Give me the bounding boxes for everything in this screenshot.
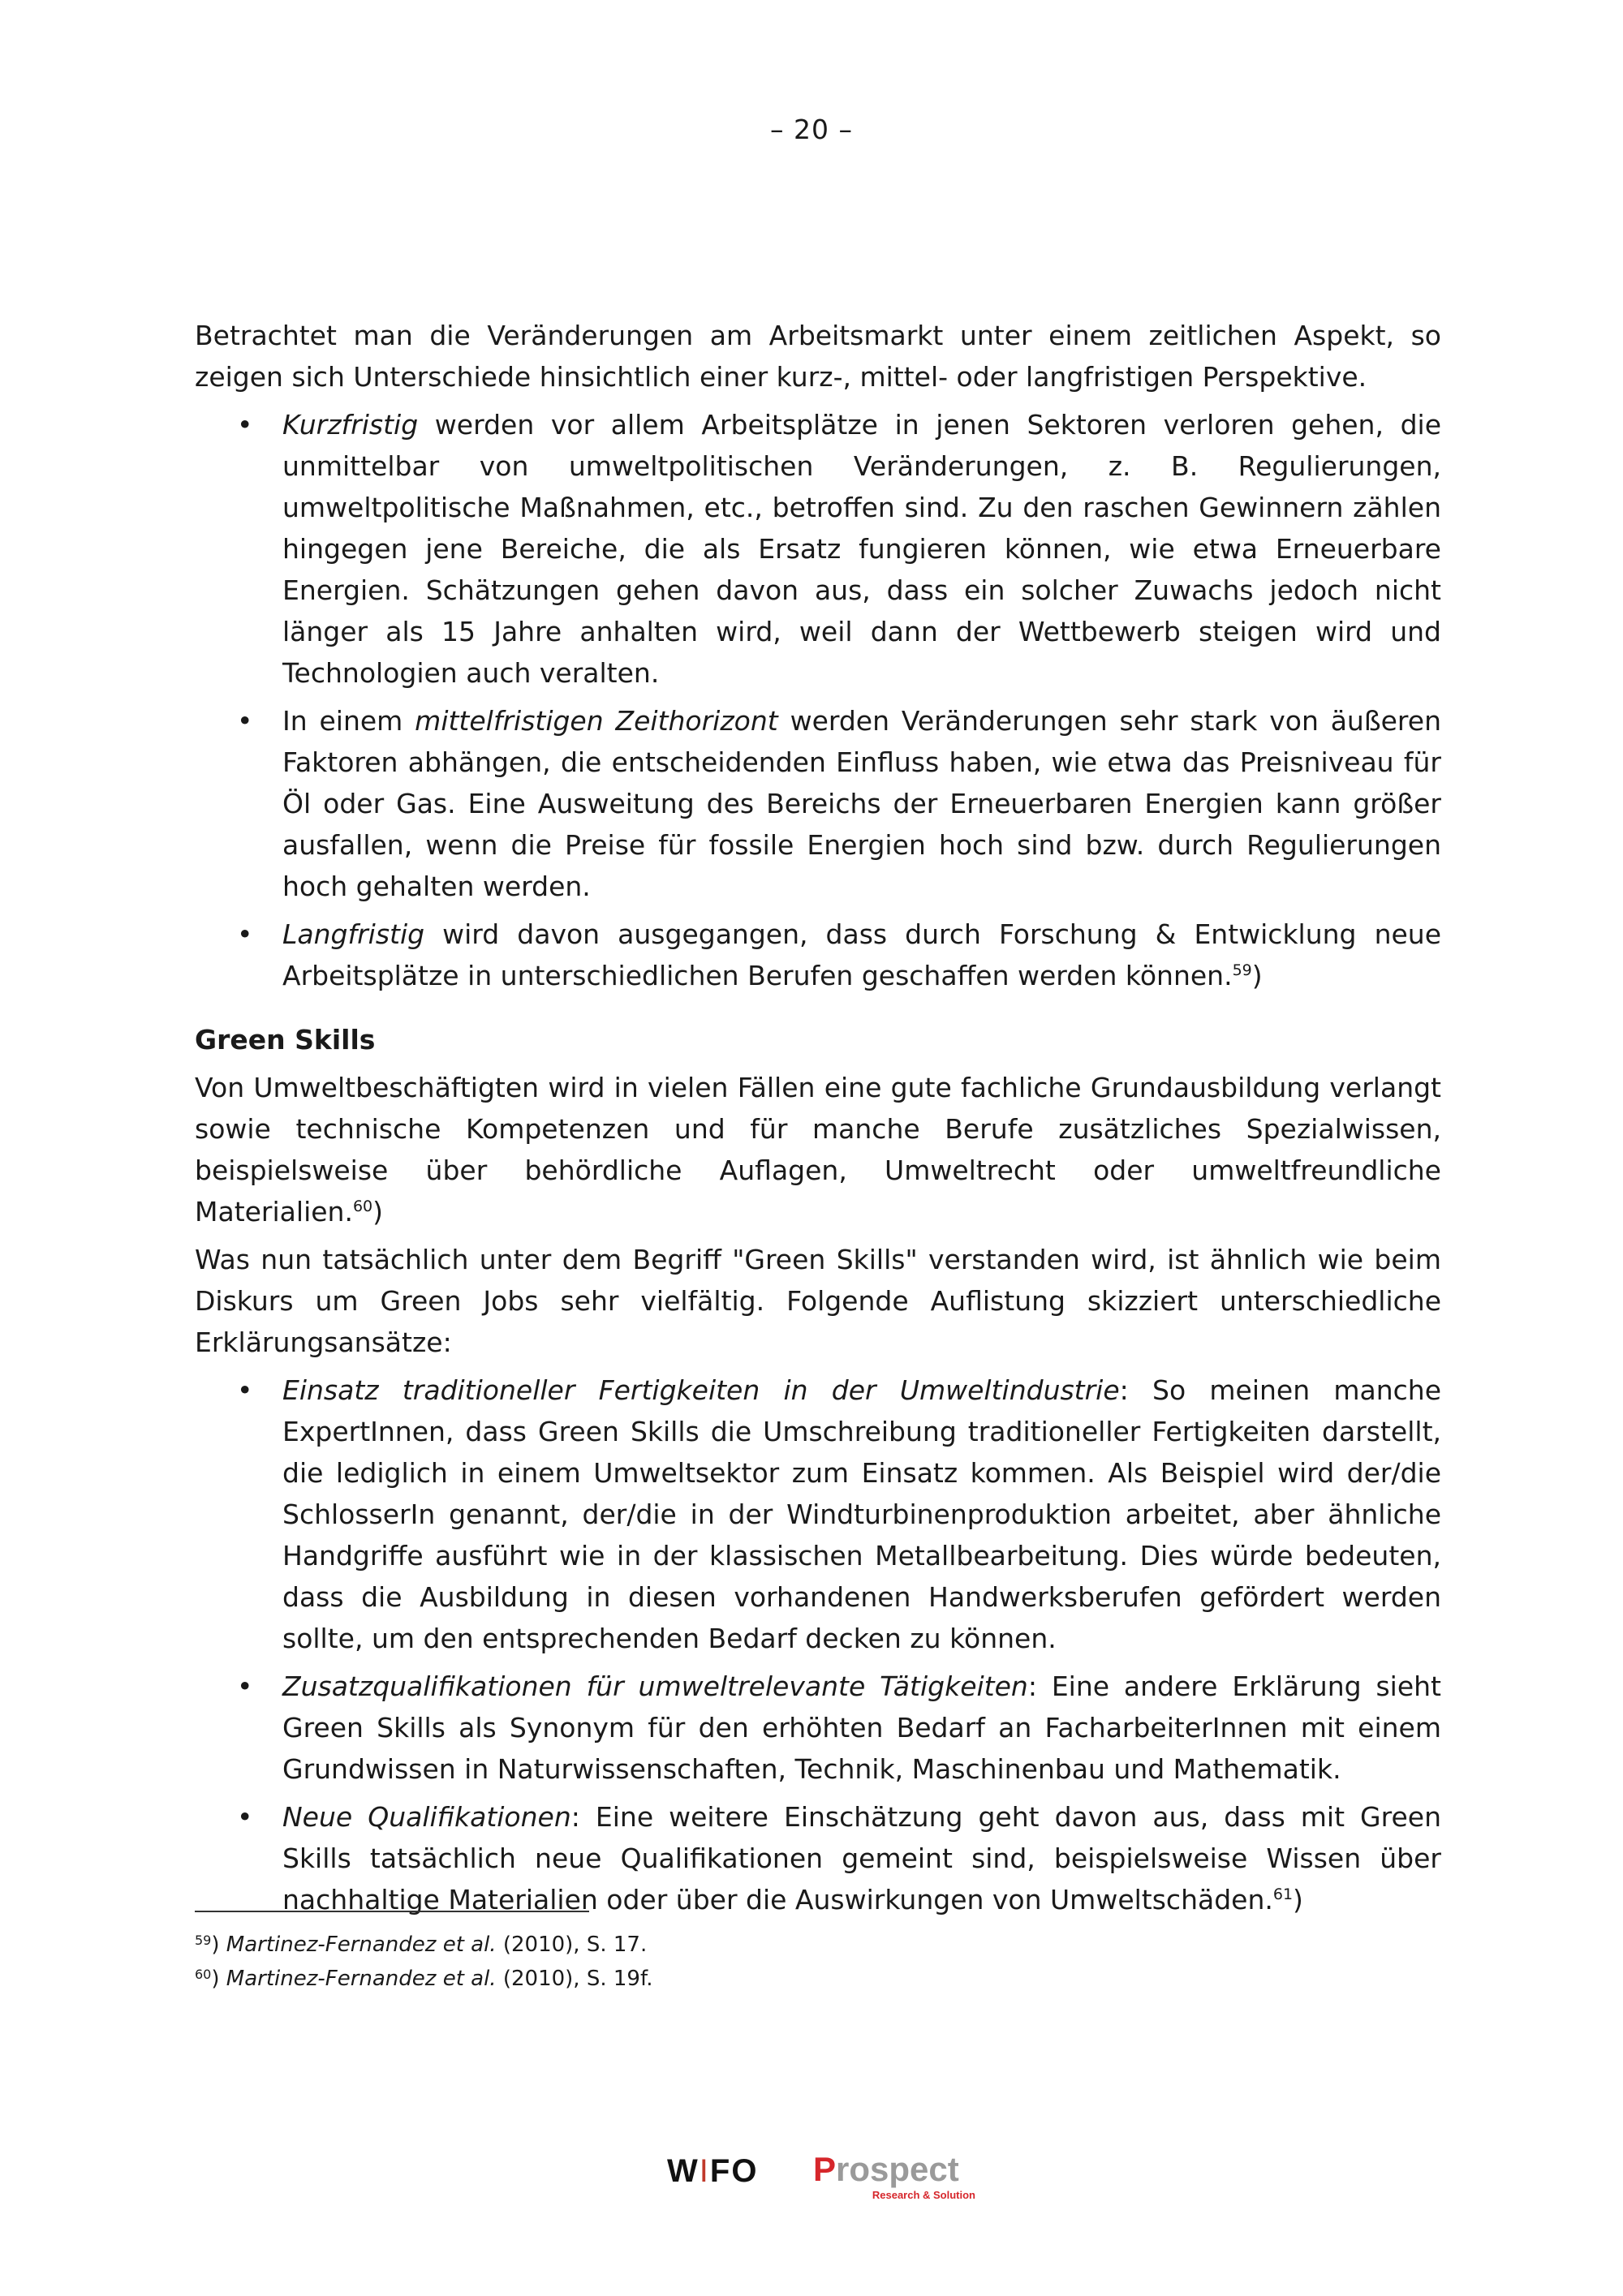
- footnote-close: ): [1251, 960, 1263, 991]
- svg-text:Prospect: Prospect: [813, 2150, 959, 2188]
- footnote-ref: (2010), S. 17.: [496, 1933, 648, 1957]
- footnote-ref-60[interactable]: 60: [352, 1197, 373, 1215]
- bullet-lead: Neue Qualifikationen: [282, 1801, 571, 1833]
- bullet-text: werden Veränderungen sehr stark von äußeren Faktoren abhängen, die entscheidenden Einfluss haben, wie etwa das Preisniveau für Öl oder Gas. Eine Ausweitung des Bereichs der Erneuerbaren Energien kann größer ausfallen, wenn die Preise für fossile Energien hoch sind bzw. durch Regulierungen hoch gehalten werden.: [282, 705, 1441, 902]
- bullet-lead: Einsatz traditioneller Fertigkeiten in der Umweltindustrie: [282, 1374, 1120, 1406]
- footer-logos: [0, 2148, 1623, 2205]
- footnote-59: [195, 1928, 1441, 1962]
- bullet-long-term: [237, 914, 1441, 996]
- bullet-text: wird davon ausgegangen, dass durch Forschung & Entwicklung neue Arbeitsplätze in unterschiedlichen Berufen geschaffen werden können.: [282, 918, 1441, 991]
- footnote-author: Martinez-Fernandez et al.: [226, 1967, 497, 1991]
- skills-bullet-list: [195, 1369, 1441, 1920]
- bullet-lead: Kurzfristig: [282, 409, 419, 441]
- green-skills-paragraph-1: [195, 1067, 1441, 1232]
- footnote-mark: 59: [195, 1933, 212, 1948]
- footnote-ref: (2010), S. 19f.: [496, 1967, 653, 1991]
- main-content: [195, 315, 1441, 1927]
- bullet-dot-icon: •: [237, 1801, 253, 1833]
- bullet-short-term: [237, 404, 1441, 694]
- bullet-text: : Eine weitere Einschätzung geht davon aus, dass mit Green Skills tatsächlich neue Qualifikationen gemeint sind, beispielsweise Wissen über nachhaltige Materialien oder über die Auswirkungen von Umweltschäden.: [282, 1801, 1441, 1915]
- bullet-dot-icon: •: [237, 409, 253, 441]
- bullet-pre: In einem: [282, 705, 415, 737]
- footnote-divider: [195, 1911, 589, 1912]
- bullet-lead: Zusatzqualifikationen für umweltrelevante Tätigkeiten: [282, 1670, 1028, 1702]
- footnote-close: ): [372, 1196, 384, 1228]
- bullet-new-qualifications: [237, 1796, 1441, 1920]
- bullet-text: werden vor allem Arbeitsplätze in jenen Sektoren verloren gehen, die unmittelbar von umweltpolitischen Veränderungen, z. B. Regulierungen, umweltpolitische Maßnahmen, etc., betroffen sind. Zu den raschen Gewinnern zählen hingegen jene Bereiche, die als Ersatz fungieren können, wie etwa Erneuerbare Energien. Schätzungen gehen davon aus, dass ein solcher Zuwachs jedoch nicht länger als 15 Jahre anhalten wird, weil dann der Wettbewerb steigen wird und Technologien auch veralten.: [282, 409, 1441, 689]
- bullet-dot-icon: •: [237, 1374, 253, 1406]
- green-skills-paragraph-2: Was nun tatsächlich unter dem Begriff "Green Skills" verstanden wird, ist ähnlich wie beim Diskurs um Green Jobs sehr vielfältig. Folgende Auflistung skizziert unterschiedliche Erklärungsansätze:: [195, 1244, 1441, 1358]
- bullet-traditional-skills: [237, 1369, 1441, 1659]
- footnote-ref-61[interactable]: 61: [1272, 1885, 1294, 1903]
- footnote-60: [195, 1962, 1441, 1996]
- footnote-ref-59[interactable]: 59: [1232, 961, 1252, 979]
- bullet-additional-qualifications: [237, 1666, 1441, 1790]
- wifo-logo: WIFO: [667, 2153, 759, 2189]
- footnote-mark: 60: [195, 1967, 212, 1982]
- footnote-close: ): [211, 1933, 226, 1957]
- page-number: – 20 –: [770, 114, 853, 145]
- bullet-lead: Langfristig: [282, 918, 425, 950]
- footnote-close: ): [211, 1967, 226, 1991]
- prospect-logo: [810, 2148, 980, 2205]
- bullet-dot-icon: •: [237, 1670, 253, 1702]
- footnote-author: Martinez-Fernandez et al.: [226, 1933, 497, 1957]
- footnote-close: ): [1293, 1884, 1303, 1915]
- bullet-dot-icon: •: [237, 918, 253, 950]
- timeline-bullet-list: [195, 404, 1441, 996]
- bullet-mid-term: [237, 700, 1441, 907]
- svg-text:Research & Solution: Research & Solution: [872, 2189, 975, 2201]
- bullet-text: : Eine andere Erklärung sieht Green Skills als Synonym für den erhöhten Bedarf an FacharbeiterInnen mit einem Grundwissen in Naturwissenschaften, Technik, Maschinenbau und Mathematik.: [282, 1670, 1441, 1785]
- bullet-lead: mittelfristigen Zeithorizont: [415, 705, 778, 737]
- footnotes: [195, 1928, 1441, 1996]
- bullet-dot-icon: •: [237, 705, 253, 737]
- intro-paragraph: Betrachtet man die Veränderungen am Arbeitsmarkt unter einem zeitlichen Aspekt, so zeigen sich Unterschiede hinsichtlich einer kurz-, mittel- oder langfristigen Perspektive.: [195, 320, 1441, 393]
- bullet-text: : So meinen manche ExpertInnen, dass Green Skills die Umschreibung traditioneller Fertigkeiten darstellt, die lediglich in einem Umweltsektor zum Einsatz kommen. Als Beispiel wird der/die SchlosserIn genannt, der/die in der Windturbinenproduktion arbeitet, aber ähnliche Handgriffe ausführt wie in der klassischen Metallbearbeitung. Dies würde bedeuten, dass die Ausbildung in diesen vorhandenen Handwerksberufen gefördert werden sollte, um den entsprechenden Bedarf decken zu können.: [282, 1374, 1441, 1654]
- section-heading-green-skills: Green Skills: [195, 1024, 376, 1056]
- paragraph-text: Von Umweltbeschäftigten wird in vielen Fällen eine gute fachliche Grundausbildung verlangt sowie technische Kompetenzen und für manche Berufe zusätzliches Spezialwissen, beispielsweise über behördliche Auflagen, Umweltrecht oder umweltfreundliche Materialien.: [195, 1072, 1441, 1228]
